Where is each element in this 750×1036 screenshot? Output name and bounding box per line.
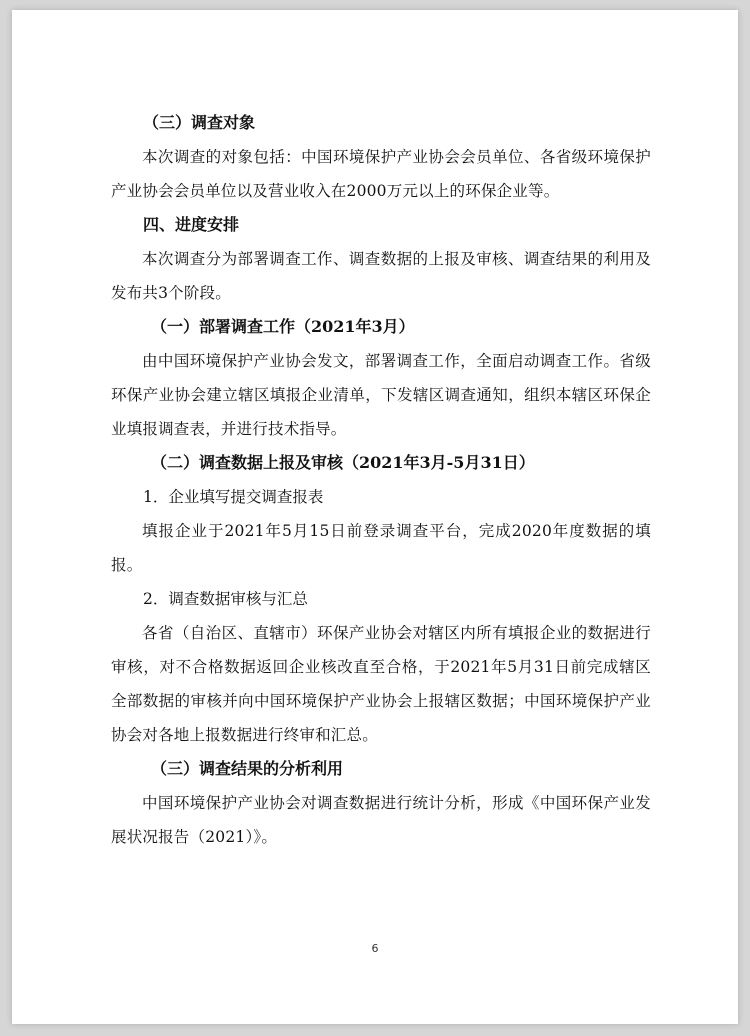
- document-page: [12, 10, 738, 1024]
- heading-data-report: （二）调查数据上报及审核（2021年3月-5月31日）: [151, 453, 535, 472]
- paragraph-review-summary: 各省（自治区、直辖市）环保产业协会对辖区内所有填报企业的数据进行审核，对不合格数据返回企业核改直至合格，于2021年5月31日前完成辖区全部数据的审核并向中国环境保护产业协会上报辖区数据；中国环境保护产业协会对各地上报数据进行终审和汇总。: [111, 624, 651, 744]
- paragraph-result-analysis: 中国环境保护产业协会对调查数据进行统计分析，形成《中国环保产业发展状况报告（2021）》。: [111, 794, 651, 846]
- heading-survey-targets: （三）调查对象: [143, 113, 256, 132]
- page-number: 6: [371, 942, 379, 955]
- heading-schedule: 四、进度安排: [143, 215, 240, 234]
- paragraph-schedule: 本次调查分为部署调查工作、调查数据的上报及审核、调查结果的利用及发布共3个阶段。: [111, 250, 651, 302]
- paragraph-deploy-survey: 由中国环境保护产业协会发文，部署调查工作，全面启动调查工作。省级环保产业协会建立辖区填报企业清单，下发辖区调查通知，组织本辖区环保企业填报调查表，并进行技术指导。: [111, 352, 651, 438]
- subheading-review-summary: 2．调查数据审核与汇总: [143, 590, 308, 608]
- subheading-fill-report: 1．企业填写提交调查报表: [143, 488, 324, 506]
- heading-result-analysis: （三）调查结果的分析利用: [151, 759, 344, 778]
- document-body: [111, 106, 651, 854]
- paragraph-fill-report: 填报企业于2021年5月15日前登录调查平台，完成2020年度数据的填报。: [111, 522, 651, 574]
- heading-deploy-survey: （一）部署调查工作（2021年3月）: [151, 317, 415, 336]
- paragraph-survey-targets: 本次调查的对象包括：中国环境保护产业协会会员单位、各省级环境保护产业协会会员单位以及营业收入在2000万元以上的环保企业等。: [111, 148, 651, 200]
